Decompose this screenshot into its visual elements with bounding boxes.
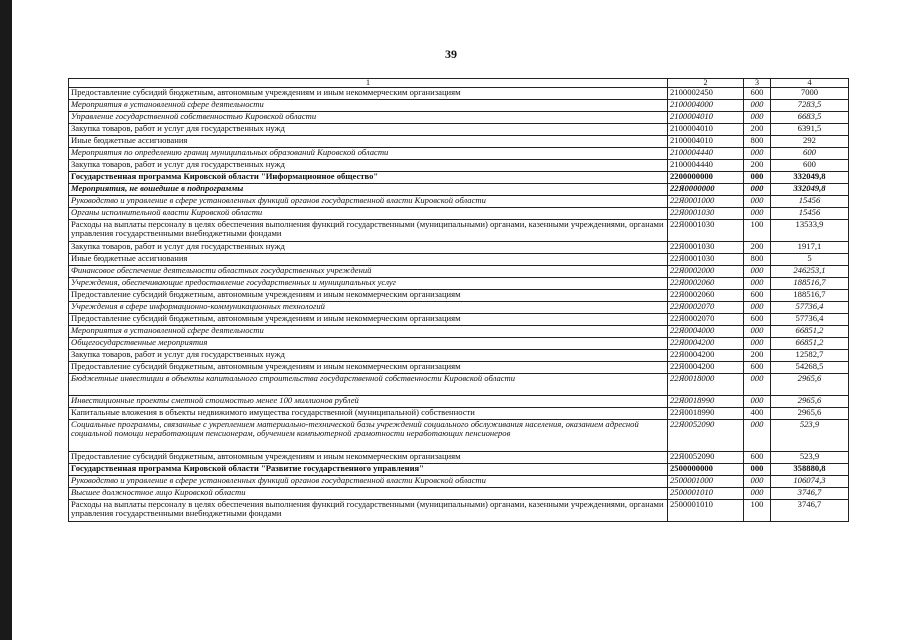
row-code-cell: 22Я0018990 (668, 396, 744, 408)
row-name-cell: Расходы на выплаты персоналу в целях обеспечения выполнения функций государственными (муниципальными) органами, казенными учреждениями, органами управления государственными внебюджетными фондами (69, 220, 668, 242)
row-name-cell: Органы исполнительной власти Кировской области (69, 208, 668, 220)
row-name-cell: Закупка товаров, работ и услуг для государственных нужд (69, 124, 668, 136)
row-name-cell: Предоставление субсидий бюджетным, автономным учреждениям и иным некоммерческим организациям (69, 362, 668, 374)
row-code-cell: 2500001000 (668, 476, 744, 488)
row-sum-cell: 3746,7 (771, 500, 849, 522)
row-vr-cell: 000 (744, 302, 771, 314)
row-name-cell: Руководство и управление в сфере установленных функций органов государственной власти Кировской области (69, 476, 668, 488)
table-row (69, 396, 849, 408)
row-sum-cell: 106074,3 (771, 476, 849, 488)
row-vr-cell: 000 (744, 338, 771, 350)
row-vr-cell: 600 (744, 314, 771, 326)
row-code-cell: 22Я0018000 (668, 374, 744, 396)
table-row (69, 184, 849, 196)
table-row (69, 350, 849, 362)
row-name-cell: Руководство и управление в сфере установленных функций органов государственной власти Кировской области (69, 196, 668, 208)
row-name-cell: Учреждения, обеспечивающие предоставление государственных и муниципальных услуг (69, 278, 668, 290)
table-row (69, 100, 849, 112)
row-name-cell: Иные бюджетные ассигнования (69, 254, 668, 266)
row-sum-cell: 12582,7 (771, 350, 849, 362)
row-vr-cell: 000 (744, 112, 771, 124)
table-row (69, 464, 849, 476)
row-vr-cell: 000 (744, 208, 771, 220)
row-vr-cell: 000 (744, 396, 771, 408)
header-col-vr: 3 (744, 79, 771, 88)
row-vr-cell: 000 (744, 420, 771, 452)
row-sum-cell: 332049,8 (771, 184, 849, 196)
row-name-cell: Мероприятия по определению границ муниципальных образований Кировской области (69, 148, 668, 160)
header-col-sum: 4 (771, 79, 849, 88)
table-row (69, 266, 849, 278)
table-header-row (69, 79, 849, 88)
row-name-cell: Общегосударственные мероприятия (69, 338, 668, 350)
row-code-cell: 2100002450 (668, 88, 744, 100)
table-row (69, 420, 849, 452)
row-sum-cell: 1917,1 (771, 242, 849, 254)
row-code-cell: 22Я0052090 (668, 452, 744, 464)
row-sum-cell: 66851,2 (771, 338, 849, 350)
row-name-cell: Финансовое обеспечение деятельности областных государственных учреждений (69, 266, 668, 278)
row-name-cell: Закупка товаров, работ и услуг для государственных нужд (69, 160, 668, 172)
table-row (69, 172, 849, 184)
row-code-cell: 22Я0052090 (668, 420, 744, 452)
table-row (69, 242, 849, 254)
table-row (69, 148, 849, 160)
table-row (69, 500, 849, 522)
row-vr-cell: 000 (744, 476, 771, 488)
row-vr-cell: 100 (744, 500, 771, 522)
row-sum-cell: 292 (771, 136, 849, 148)
row-vr-cell: 000 (744, 278, 771, 290)
row-name-cell: Учреждения в сфере информационно-коммуникационных технологий (69, 302, 668, 314)
row-code-cell: 2200000000 (668, 172, 744, 184)
row-vr-cell: 600 (744, 88, 771, 100)
row-vr-cell: 600 (744, 452, 771, 464)
row-code-cell: 2100004010 (668, 124, 744, 136)
row-name-cell: Высшее должностное лицо Кировской области (69, 488, 668, 500)
row-code-cell: 2100004010 (668, 136, 744, 148)
row-name-cell: Социальные программы, связанные с укреплением материально-технической базы учреждений социального обслуживания населения, оказанием адресной социальной помощи неработающим пенсионерам, обучением компьютерной грамотности неработающих пенсионеров (69, 420, 668, 452)
row-sum-cell: 2965,6 (771, 396, 849, 408)
row-code-cell: 2100004440 (668, 148, 744, 160)
row-name-cell: Закупка товаров, работ и услуг для государственных нужд (69, 242, 668, 254)
table-row (69, 488, 849, 500)
row-code-cell: 22Я0001030 (668, 220, 744, 242)
row-vr-cell: 000 (744, 196, 771, 208)
row-sum-cell: 600 (771, 148, 849, 160)
row-code-cell: 22Я0004200 (668, 350, 744, 362)
row-code-cell: 22Я0001000 (668, 196, 744, 208)
row-vr-cell: 200 (744, 350, 771, 362)
row-name-cell: Расходы на выплаты персоналу в целях обеспечения выполнения функций государственными (муниципальными) органами, казенными учреждениями, органами управления государственными внебюджетными фондами (69, 500, 668, 522)
row-code-cell: 22Я0004200 (668, 338, 744, 350)
row-sum-cell: 7283,5 (771, 100, 849, 112)
row-sum-cell: 523,9 (771, 420, 849, 452)
row-sum-cell: 358880,8 (771, 464, 849, 476)
table-row (69, 374, 849, 396)
page-number: 39 (445, 47, 457, 61)
table-row (69, 160, 849, 172)
row-vr-cell: 600 (744, 290, 771, 302)
row-sum-cell: 2965,6 (771, 374, 849, 396)
row-sum-cell: 188516,7 (771, 290, 849, 302)
table-row (69, 208, 849, 220)
row-sum-cell: 54268,5 (771, 362, 849, 374)
row-code-cell: 22Я0018990 (668, 408, 744, 420)
table-row (69, 476, 849, 488)
row-name-cell: Предоставление субсидий бюджетным, автономным учреждениям и иным некоммерческим организациям (69, 290, 668, 302)
table-row (69, 452, 849, 464)
table-row (69, 254, 849, 266)
row-sum-cell: 6391,5 (771, 124, 849, 136)
row-vr-cell: 200 (744, 242, 771, 254)
row-name-cell: Бюджетные инвестиции в объекты капитального строительства государственной собственности Кировской области (69, 374, 668, 396)
row-code-cell: 22Я0002000 (668, 266, 744, 278)
table-row (69, 88, 849, 100)
scan-edge-bar (0, 0, 12, 640)
row-vr-cell: 000 (744, 488, 771, 500)
table-row (69, 362, 849, 374)
row-code-cell: 2500001010 (668, 500, 744, 522)
table-row (69, 338, 849, 350)
row-vr-cell: 800 (744, 136, 771, 148)
row-vr-cell: 000 (744, 148, 771, 160)
row-sum-cell: 15456 (771, 196, 849, 208)
row-name-cell: Иные бюджетные ассигнования (69, 136, 668, 148)
row-code-cell: 22Я0001030 (668, 242, 744, 254)
table-row (69, 302, 849, 314)
row-sum-cell: 332049,8 (771, 172, 849, 184)
row-sum-cell: 15456 (771, 208, 849, 220)
row-sum-cell: 57736,4 (771, 302, 849, 314)
row-code-cell: 2100004000 (668, 100, 744, 112)
row-code-cell: 2100004010 (668, 112, 744, 124)
row-name-cell: Предоставление субсидий бюджетным, автономным учреждениям и иным некоммерческим организациям (69, 314, 668, 326)
table-row (69, 408, 849, 420)
table-row (69, 326, 849, 338)
row-vr-cell: 000 (744, 100, 771, 112)
row-vr-cell: 000 (744, 184, 771, 196)
row-name-cell: Государственная программа Кировской области "Развитие государственного управления" (69, 464, 668, 476)
table-row (69, 278, 849, 290)
row-vr-cell: 000 (744, 326, 771, 338)
row-name-cell: Мероприятия в установленной сфере деятельности (69, 326, 668, 338)
row-code-cell: 2500000000 (668, 464, 744, 476)
row-sum-cell: 246253,1 (771, 266, 849, 278)
row-name-cell: Предоставление субсидий бюджетным, автономным учреждениям и иным некоммерческим организациям (69, 452, 668, 464)
header-col-name: 1 (69, 79, 668, 88)
row-sum-cell: 188516,7 (771, 278, 849, 290)
row-code-cell: 22Я0002060 (668, 290, 744, 302)
row-name-cell: Предоставление субсидий бюджетным, автономным учреждениям и иным некоммерческим организациям (69, 88, 668, 100)
table-row (69, 220, 849, 242)
table-row (69, 124, 849, 136)
row-sum-cell: 5 (771, 254, 849, 266)
row-code-cell: 22Я0004000 (668, 326, 744, 338)
row-name-cell: Инвестиционные проекты сметной стоимостью менее 100 миллионов рублей (69, 396, 668, 408)
row-sum-cell: 6683,5 (771, 112, 849, 124)
row-name-cell: Закупка товаров, работ и услуг для государственных нужд (69, 350, 668, 362)
row-name-cell: Государственная программа Кировской области "Информационное общество" (69, 172, 668, 184)
row-sum-cell: 66851,2 (771, 326, 849, 338)
row-vr-cell: 200 (744, 124, 771, 136)
row-sum-cell: 600 (771, 160, 849, 172)
row-name-cell: Мероприятия в установленной сфере деятельности (69, 100, 668, 112)
row-sum-cell: 3746,7 (771, 488, 849, 500)
row-sum-cell: 2965,6 (771, 408, 849, 420)
row-vr-cell: 800 (744, 254, 771, 266)
row-code-cell: 22Я0002070 (668, 314, 744, 326)
row-code-cell: 22Я0002070 (668, 302, 744, 314)
row-sum-cell: 7000 (771, 88, 849, 100)
row-vr-cell: 200 (744, 160, 771, 172)
table-row (69, 314, 849, 326)
row-vr-cell: 000 (744, 172, 771, 184)
row-vr-cell: 000 (744, 464, 771, 476)
row-code-cell: 22Я0002060 (668, 278, 744, 290)
row-vr-cell: 100 (744, 220, 771, 242)
row-code-cell: 2500001010 (668, 488, 744, 500)
budget-table (68, 78, 849, 522)
table-row (69, 112, 849, 124)
row-vr-cell: 600 (744, 362, 771, 374)
row-name-cell: Капитальные вложения в объекты недвижимого имущества государственной (муниципальной) собственности (69, 408, 668, 420)
row-sum-cell: 523,9 (771, 452, 849, 464)
row-name-cell: Мероприятия, не вошедшие в подпрограммы (69, 184, 668, 196)
table-row (69, 290, 849, 302)
row-name-cell: Управление государственной собственностью Кировской области (69, 112, 668, 124)
header-col-code: 2 (668, 79, 744, 88)
table-row (69, 136, 849, 148)
row-code-cell: 22Я0001030 (668, 254, 744, 266)
row-sum-cell: 57736,4 (771, 314, 849, 326)
row-code-cell: 2100004440 (668, 160, 744, 172)
row-code-cell: 22Я0004200 (668, 362, 744, 374)
row-vr-cell: 000 (744, 266, 771, 278)
table-row (69, 196, 849, 208)
row-sum-cell: 13533,9 (771, 220, 849, 242)
row-code-cell: 22Я0001030 (668, 208, 744, 220)
row-vr-cell: 000 (744, 374, 771, 396)
row-code-cell: 22Я0000000 (668, 184, 744, 196)
row-vr-cell: 400 (744, 408, 771, 420)
